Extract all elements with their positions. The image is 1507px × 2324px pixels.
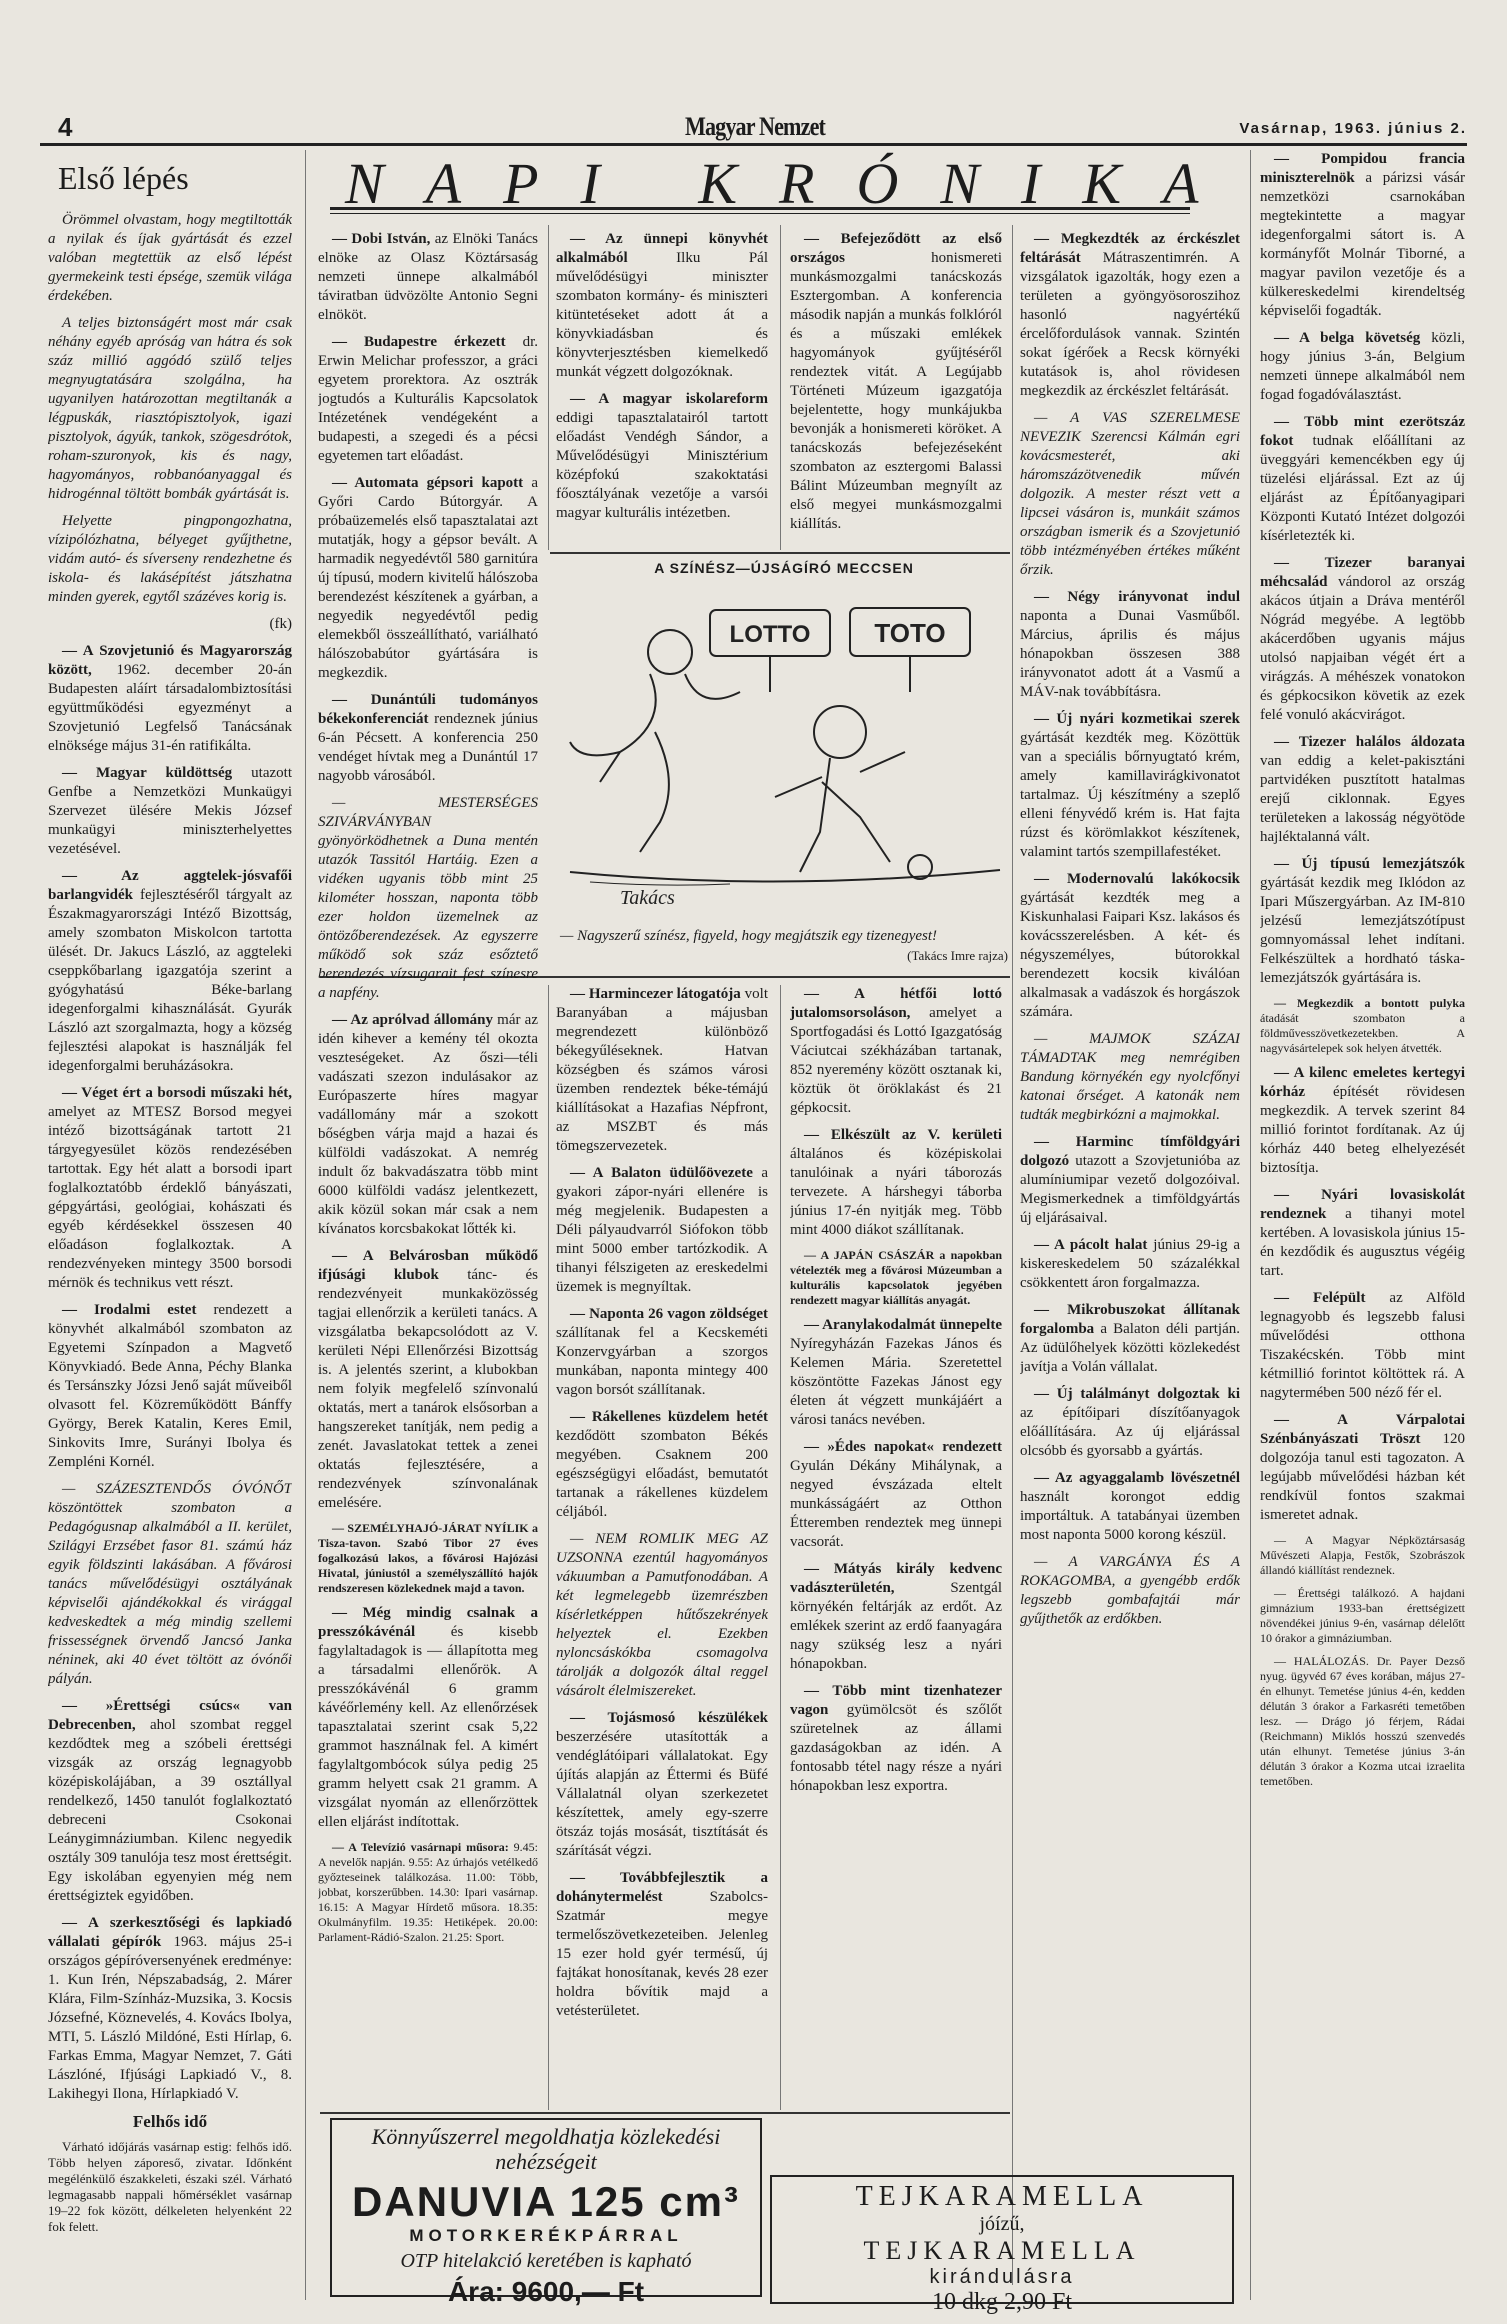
news-lead: — Tizezer baranyai méhcsalád <box>1260 555 1465 590</box>
column-divider <box>1250 150 1251 2300</box>
column-3-bottom <box>556 985 768 2110</box>
news-item <box>318 474 538 683</box>
news-text: a tihanyi motel kertében. A lovasiskola június 15-én kezdődik és augusztus végéig tart. <box>1260 1206 1465 1279</box>
news-text: a Győri Cardo Bútorgyár. A próbaüzemelés első tapasztalatai azt mutatják, hogy a gépsor bevált. A harmadik negyedévtől 580 garnitúra új típusú, modern kivitelű hálószoba berendezést készítenek a gyárban, a negyedik negyedévtől pedig elemekből összeállítható, variálható hálószobabútor gyártására is megkezdik. <box>318 475 538 681</box>
news-text: az építőipari díszítőanyagok előállítására. Az új eljárással olcsóbb és gyorsabb a gyártás. <box>1020 1405 1240 1459</box>
news-item <box>1260 855 1465 988</box>
editorial-paragraph: Helyette pingpongozhatna, vízipólózhatna, bélyeget gyűjthetne, vidám autó- és síverseny rendezhetne és iskola- és lakásépítést játszhatna minden gyerek, egytől százéves korig is. <box>48 513 292 605</box>
news-item <box>1260 1186 1465 1281</box>
news-item <box>1260 413 1465 546</box>
news-lead: — A Belvárosban működő ifjúsági klubok <box>318 1248 538 1283</box>
news-text: 1963. május 25-i országos gépíróversenyének eredménye: 1. Kun Irén, Népszabadság, 2. Márer Klára, Film-Színház-Muzsika, 3. Kocsis Józsefné, Köznevelés, 4. Kovács Ibolya, MTI, 5. László Mildóné, Esti Hírlap, 6. Farkas Emma, Magyar Nemzet, 7. Gáti Lászlóné, Ifjúsági Lapkiadó V., 8. Lakihegyi Ilona, Hírlapkiadó V. <box>48 1934 292 2102</box>
news-lead: — Magyar küldöttség <box>62 765 233 781</box>
ad-line: TEJKARAMELLA <box>855 2181 1149 2212</box>
news-lead: — A Balaton üdülőövezete <box>570 1165 753 1181</box>
cartoon-caption: — Nagyszerű színész, figyeld, hogy megjátszik egy tizenegyest! <box>560 928 938 944</box>
news-lead: — Továbbfejlesztik a dohánytermelést <box>556 1870 768 1905</box>
news-lead: — Véget ért a borsodi műszaki hét, <box>62 1085 292 1101</box>
editorial-title: Első lépés <box>58 160 189 196</box>
news-text: vándorol az ország akácos útjain a Dráva mentéről Nógrád megyébe. A legtöbb akácerdőben ugyanis május utolsó napjaiban végét ért a virágzás. A méhészek vonatokon és gépkocsikon követik az ezek felé vonuló akácvirágot. <box>1260 574 1465 723</box>
news-lead: — Automata gépsori kapott <box>332 475 524 491</box>
news-item: — A Magyar Népköztársaság Művészeti Alapja, Festők, Szobrászok állandó kiállítást rendeznek. <box>1260 1533 1465 1577</box>
goalkeeper-figure <box>570 630 740 852</box>
news-lead: — Tojásmosó készülékek <box>570 1710 768 1726</box>
news-text: használt korongot eddig importáltuk. A tatabányai üzemben most naponta 5000 korong készül. <box>1020 1489 1240 1543</box>
news-text: rendezett a könyvhét alkalmából szombaton az Egyetemi Színpadon a Magvető Könyvkiadó. Bede Anna, Péchy Blanka és Tersánszky Józsi Jenő saját műveiből olvasott fel. Közreműködött Bánffy György, Berek Katalin, Keres Emil, Sinkovits Imre, Surányi Ibolya és Zempléni Kornél. <box>48 1302 292 1470</box>
ad-headline: Könnyűszerrel megoldhatja közlekedési nehézségeit <box>371 2124 721 2174</box>
news-text: ahol szombat reggel kezdődtek meg a szóbeli érettségi vizsgák az ország legnagyobb középiskolájában, a 39 osztállyal rendelkező, 1450 tanulót foglalkoztató debreceni Csokonai Leánygimnáziumban. Kilenc negyedik osztály 309 tanulója tesz most érettségit. Egy iskolában egyenyien még nem érettségiztek egyidőben. <box>48 1717 292 1904</box>
player-figure <box>775 706 905 872</box>
news-item <box>318 230 538 325</box>
ad-line: jóízű, <box>979 2213 1025 2235</box>
news-text: június 29-ig a kiskereskedelem 50 százalékkal csökkentett áron forgalmazza. <box>1020 1237 1240 1291</box>
news-text: a gyakori zápor-nyári ellenére is még megjelenik. Budapesten a Déli pályaudvarról Siófokon több mint 5000 ember tartózkodik. A tihanyi félszigeten az ereskedelmi üzemek is megnyíltak. <box>556 1165 768 1295</box>
news-item <box>318 1604 538 1832</box>
news-item <box>1260 150 1465 321</box>
news-lead: — Mátyás király kedvenc vadászterületén, <box>790 1561 1002 1596</box>
news-lead: — Az ünnepi könyvhét alkalmából <box>556 231 768 266</box>
news-text: Szabolcs-Szatmár megye termelőszövetkezeteiben. Jelenleg 15 ezer hold gyér termésű, új fajtákat honosítanak, kevés 28 ezer holdra bővítik majd a vetésterületet. <box>556 1889 768 2019</box>
column-2 <box>318 230 538 2280</box>
news-lead: — Megkezdik a bontott pulyka <box>1274 996 1465 1010</box>
news-item <box>1020 1469 1240 1545</box>
news-lead: — Az agyaggalamb lövészetnél <box>1034 1470 1240 1486</box>
news-item <box>48 1697 292 1906</box>
news-lead: — Modernovalú lakókocsik <box>1034 871 1240 887</box>
tv-listing <box>318 1840 538 1945</box>
news-text: Mátraszentimrén. A vizsgálatok igazolták, hogy ezen a területen a gyöngyösoroszihoz hasonló nagyértékű ércelőfordulások vannak. Szintén sokat ígérőek a Recsk környéki kutatások is, ahol rövidesen megkezdik az érckészlet feltárását. <box>1020 250 1240 399</box>
news-lead: — Az aggtelek-jósvafői barlangvidék <box>48 868 292 903</box>
news-lead: — Dobi István, <box>332 231 431 247</box>
news-item <box>556 1869 768 2021</box>
news-item <box>790 1126 1002 1240</box>
news-text: eddigi tapasztalatairól tartott előadást Vendégh Sándor, a Művelődésügyi Minisztérium középfokú szakoktatási főosztályának vezetője a varsói magyar kulturális intézetben. <box>556 410 768 521</box>
news-text: szállítanak fel a Kecskeméti Konzervgyárban a szorgos munkában, naponta mintegy 400 vagon borsót szállítanak. <box>556 1325 768 1398</box>
news-lead: — Az aprólvad állomány <box>332 1012 493 1028</box>
news-item <box>318 1011 538 1239</box>
news-lead: — Négy irányvonat indul <box>1034 589 1240 605</box>
news-item <box>1020 1301 1240 1377</box>
news-lead: — Új találmányt dolgoztak ki <box>1034 1386 1240 1402</box>
section-rule <box>550 552 1010 554</box>
tejkaramella-advertisement <box>770 2175 1234 2315</box>
news-text: és kisebb fagylaltadagok is — állapította meg a társadalmi ellenőrök. A presszókávénál 6 gramm kávéőrlemény kell. Az ellenőrzések tapasztalatai szerint csak 5,22 grammot használnak fel. A kimért fagylaltgombócok súlya pedig 25 gramm helyett csak 21 gramm. A vizsgálat nyomán az ellenőrzöttek ellen eljárást indítottak. <box>318 1624 538 1830</box>
news-text: gyártását kezdték meg a Kiskunhalasi Faipari Ksz. lakásos és kovácsszerelésben. A két- és négyszemélyes, bútorokkal berendezett kocsik kiválóan alkalmasak a vadászok és horgászok számára. <box>1020 890 1240 1020</box>
news-lead: — »Érettségi csúcs« van Debrecenben, <box>48 1698 292 1733</box>
news-text: átadását szombaton a földművesszövetkezetekben. A nagyvásártelepek sok helyen átvették. <box>1260 1011 1465 1055</box>
ad-otp-line: OTP hitelakció keretében is kapható <box>400 2250 692 2272</box>
news-lead: — Budapestre érkezett <box>332 334 506 350</box>
news-item <box>790 1560 1002 1674</box>
news-item <box>1260 554 1465 725</box>
cartoon-ground <box>570 870 1000 885</box>
toto-sign-text: TOTO <box>874 618 946 648</box>
news-text: volt Baranyában a májusban megrendezett különböző békegyűléseknek. Hatvan községben és számos városi üzemben rendeztek béke-témájú kiállításokat a Hazafias Népfront, az MSZBT és más tömegszervezetek. <box>556 986 768 1154</box>
news-item <box>1020 588 1240 702</box>
news-item <box>1020 870 1240 1022</box>
news-lead: — Több mint ezerötszáz fokot <box>1260 414 1465 449</box>
news-lead: — Rákellenes küzdelem hetét <box>570 1409 768 1425</box>
tv-title: — A Televízió vasárnapi műsora: <box>332 1840 509 1854</box>
news-item <box>1020 710 1240 862</box>
news-item <box>1260 329 1465 405</box>
news-lead: — Több mint tizenhatezer vagon <box>790 1683 1002 1718</box>
news-item <box>48 867 292 1076</box>
news-lead: — Nyári lovasiskolát rendeznek <box>1260 1187 1465 1222</box>
column-divider <box>305 150 306 2300</box>
news-text: 1962. december 20-án Budapesten aláírt társadalombiztosítási együttműködési egyezményt a Szovjetunió Legfelső Tanácsának elnöksége május 31-én ratifikálta. <box>48 662 292 754</box>
news-item <box>1260 733 1465 847</box>
date-line: Vasárnap, 1963. június 2. <box>1239 120 1467 137</box>
column-4-bottom <box>790 985 1002 2110</box>
news-item <box>1020 1385 1240 1461</box>
news-item <box>318 333 538 466</box>
news-item <box>1260 1289 1465 1403</box>
news-item: — Érettségi találkozó. A hajdani gimnázium 1933-ban érettségizett növendékei június 9-én, vasárnap délelőtt 10 órakor a gimnáziumban. <box>1260 1586 1465 1645</box>
news-lead: — Naponta 26 vagon zöldséget <box>570 1306 768 1322</box>
column-6 <box>1260 150 1465 2300</box>
news-item <box>556 1408 768 1522</box>
news-text: van eddig a kelet-pakisztáni partvidéken pusztított hatalmas erejű ciklonnak. Egyes területeken a lakosság négyötöde hajléktalanná vált. <box>1260 753 1465 845</box>
news-text: gyártását kezdték meg. Közöttük van a speciális bőrnyugtató krém, amely kamillavirágkivonatot tartalmaz. Új készítmény a szeplő elleni fényvédő krém is. Hat fajta rúzst és körömlakkot készítenek, valamint tartós szempillafestéket. <box>1020 730 1240 860</box>
news-item <box>1260 996 1465 1056</box>
news-lead: — A hétfői lottó jutalomsorsoláson, <box>790 986 1002 1021</box>
news-item <box>556 985 768 1156</box>
news-item <box>48 764 292 859</box>
news-item <box>48 642 292 756</box>
column-divider <box>780 225 781 550</box>
news-text: az Alföld legnagyobb és legszebb falusi művelődési otthona Tiszakécskén. Több mint kétmillió forintot költöttek rá. A nagytermében 500 néző fér el. <box>1260 1290 1465 1401</box>
news-text: 120 dolgozója tanul esti tagozaton. A legújabb művelődési házban két rendkívül fontos szakmai ismeretet adnak. <box>1260 1431 1465 1523</box>
title-rule <box>330 207 1190 210</box>
news-text: Nyíregyházán Fazekas János és Kelemen Mária. Szeretettel köszöntötte Fazekas Jánost egy életen át végzett munkájáért a városi tanács nevében. <box>790 1336 1002 1428</box>
ad-price: Ára: 9600,— Ft <box>447 2276 645 2307</box>
news-lead: — Felépült <box>1274 1290 1366 1306</box>
obituary: — HALÁLOZÁS. Dr. Payer Dezső nyug. ügyvéd 67 éves korában, május 27-én elhunyt. Temetése június 4-én, kedden délután 3 órakor a Farkasréti temetőben lesz. — Drágo jó férjem, Rádai (Reichmann) Miklós hosszú szenvedés után elhunyt. Temetése június 3-án délután 3 órakor a Kozma utcai izraelita temetőben. <box>1260 1654 1465 1788</box>
news-text: a Balaton déli partján. Az üdülőhelyek közötti közlekedést javítja a Volán vállalat. <box>1020 1321 1240 1375</box>
news-item <box>1020 230 1240 401</box>
news-item <box>48 1084 292 1293</box>
lotto-sign-text: LOTTO <box>729 621 811 648</box>
news-item <box>318 691 538 786</box>
news-item <box>556 1164 768 1297</box>
cartoon <box>560 560 1008 980</box>
news-item <box>1260 1411 1465 1525</box>
news-lead: — Harmincezer látogatója <box>570 986 741 1002</box>
football <box>908 855 932 879</box>
news-lead: — A kilenc emeletes kertegyi kórház <box>1260 1065 1465 1100</box>
news-lead: — Elkészült az V. kerületi <box>804 1127 1002 1143</box>
news-item: — SZEMÉLYHAJÓ-JÁRAT NYÍLIK a Tisza-tavon. Szabó Tibor 27 éves fogalkozású lakos, a fővárosi Hajózási Hivatal, júniustól a személyszállító hajók rendszeresen közlekednek majd a tavon. <box>318 1521 538 1595</box>
top-rule <box>40 143 1467 146</box>
news-lead: — Irodalmi estet <box>62 1302 197 1318</box>
column-divider <box>1012 225 1013 2285</box>
news-text: utazott a Szovjetunióba az alumíniumipar vezető dolgozóival. Megismerkednek a timföldgyártás új eljárásaival. <box>1020 1153 1240 1226</box>
news-item: — A VARGÁNYA ÉS A ROKAGOMBA, a gyengébb erdők legszebb gombafajtái már gyűjthetők az erdőkben. <box>1020 1554 1240 1627</box>
column-divider <box>548 225 549 550</box>
news-text: naponta a Dunai Vasműből. Március, április és május hónapokban összesen 388 irányvonatot adott át a Vasmű a MÁV-nak továbbításra. <box>1020 608 1240 700</box>
news-lead: — A szerkesztőségi és lapkiadó vállalati gépírók <box>48 1915 292 1950</box>
news-item <box>1260 1064 1465 1178</box>
cartoon-title: A SZÍNÉSZ—ÚJSÁGÍRÓ MECCSEN <box>654 560 914 576</box>
ad-line: kirándulásra <box>929 2266 1075 2288</box>
cartoon-credit: (Takács Imre rajza) <box>907 948 1008 963</box>
section-title: NAPI KRÓNIKA <box>345 151 1241 216</box>
news-text: utazott Genfbe a Nemzetközi Munkaügyi Szervezet ülésére Mekis József munkaügyi miniszterhelyettes vezetésével. <box>48 765 292 857</box>
news-item: — SZÁZESZTENDŐS ÓVÓNŐT köszöntöttek szombaton a Pedagógusnap alkalmából a II. kerület, Szilágyi Erzsébet fasor 81. számú ház egyik földszinti lakásában. A fővárosi tanács művelődésügyi osztályának képviselői ajándékokkal és virággal kedveskedtek a még mindig szellemi frissességnek örvendő Jancsó Janka néninek, aki 40 évet töltött az óvónői pályán. <box>48 1481 292 1687</box>
news-item <box>790 1682 1002 1796</box>
column-divider <box>780 985 781 2110</box>
weather-title: Felhős idő <box>132 2112 208 2131</box>
news-text: kezdődött szombaton Békés megyében. Csaknem 200 egészségügyi előadást, bemutatót tartanak a rákellenes küzdelem céljából. <box>556 1428 768 1520</box>
news-text: dr. Erwin Melichar professzor, a gráci egyetem prorektora. Az osztrák jogtudós a Kulturális Kapcsolatok Intézetének vendégeként a budapesti, a szegedi és a pécsi egyetemen tart előadást. <box>318 334 538 464</box>
cartoon-artist-signature: Takács <box>620 887 675 909</box>
news-item <box>790 1438 1002 1552</box>
news-item <box>790 230 1002 534</box>
news-lead: — A pácolt halat <box>1034 1237 1148 1253</box>
news-text: honismereti munkásmozgalmi tanácskozás Esztergomban. A konferencia második napján a munkás folklóról és a műszaki emlékek hagyományok gyűjtéséről rendeztek vitát. A Legújabb Történeti Múzeum igazgatója bejelentette, hogy munkájukba bevonják a honismereti köröket. A tanácskozás befejezéseként szombaton az esztergomi Balassi Bálint Múzeumban megnyílt az első megyei munkásmozgalmi kiállítás. <box>790 250 1002 532</box>
news-text: amelyet a Sportfogadási és Lottó Igazgatóság Váciutcai székházában tartanak, 852 nyeremény között osztanak ki, köztük öt öröklakást és 21 gépkocsit. <box>790 1005 1002 1116</box>
news-item <box>1020 1236 1240 1293</box>
news-item <box>790 1316 1002 1430</box>
news-text: gyártását kezdik meg Iklódon az Ipari Műszergyárban. Az IM-810 jelzésű lemezjátszótípust gomnyomással lehet indítani. Felkészültek a hordható táska-lemezjátszók gyártására is. <box>1260 875 1465 986</box>
ad-line: TEJKARAMELLA <box>863 2236 1141 2265</box>
editorial-paragraph: A teljes biztonságért most már csak néhány egyéb apróság van hátra és sok száz millió aggódó szülő teljes megnyugtatására szolgálna, ha ugyanilyen határozottan megtiltanák a légpuskák, riasztópisztolyok, igazi pisztolyok, ágyúk, tankok, szögesdrótok, roham-szuronyok, kis és nagy, hagyományos, robbanóanyaggal és hidrogénnal töltött bombák gyártását is. <box>48 315 292 502</box>
news-item <box>1020 1133 1240 1228</box>
news-item <box>48 1301 292 1472</box>
news-item: — NEM ROMLIK MEG AZ UZSONNA ezentúl hagyományos vákuumban a Pamutfonodában. A két legmelegebb üzemrészben kísérletképpen hűtőszekrények helyeztek el. Ezekben nyloncsáskókba csomagolva tárolják a dolgozók által reggel vásárolt élelmiszereket. <box>556 1531 768 1699</box>
news-item <box>48 1914 292 2104</box>
cartoon-drawing <box>560 582 1008 922</box>
news-text: építését rövidesen megkezdik. A tervek szerint 84 millió forintot fordítanak. Az új kórház 440 beteg elhelyezését biztosítja. <box>1260 1084 1465 1176</box>
news-item <box>790 985 1002 1118</box>
editorial-paragraph: Örömmel olvastam, hogy megtiltották a nyilak és íjak gyártását és ezzel valóban megtettük az első lépést gyermekeink testi épsége, szemük világa érdekében. <box>48 212 292 304</box>
news-text: rendeznek június 6-án Pécsett. A konferencia 250 vendéget hívtak meg a Dunántúl 17 nagyobb városából. <box>318 711 538 784</box>
news-text: beszerzésére utasították a vendéglátóipari vállalatokat. Egy újítás alapján az Éttermi és Büfé Vállalatnál olyan szerkezetet készítettek, amely egy-szerre ötszáz tojás mosását, tisztítását és szárítását végzi. <box>556 1729 768 1859</box>
news-lead: — A Szovjetunió és Magyarország között, <box>48 643 292 678</box>
news-lead: — Pompidou francia miniszterelnök <box>1260 151 1465 186</box>
column-1 <box>48 160 292 2300</box>
news-lead: — Aranylakodalmát ünnepelte <box>804 1317 1002 1333</box>
editorial-signature: (fk) <box>269 616 292 632</box>
news-lead: — Harminc tímföldgyári dolgozó <box>1020 1134 1240 1169</box>
ad-subtitle: MOTORKERÉKPÁRRAL <box>409 2226 683 2245</box>
news-text: Ilku Pál művelődésügyi miniszter szombaton kormány- és miniszteri kitüntetéseket adott át a könyvkiadásban és könyvterjesztésben kiemelkedő munkát végzett dolgozóknak. <box>556 250 768 380</box>
news-text: közli, hogy június 3-án, Belgium nemzeti ünnepe alkalmából nem fogad fogadóválasztást. <box>1260 330 1465 403</box>
news-text: gyümölcsöt és szőlőt szüretelnek az állami gazdaságokban az idén. A fontosabb tétel nagy része a nyári hónapokban lesz exportra. <box>790 1702 1002 1794</box>
news-lead: — Befejeződött az első országos <box>790 231 1002 266</box>
news-lead: — Tizezer halálos áldozata <box>1274 734 1465 750</box>
news-text: amelyet az MTESZ Borsod megyei intéző bizottságának tartott 21 tárgyegyesület közös rendezésében tartottak. Egy hét alatt a borsodi ipart foglalkoztatóbb érdeklő bányászati, gépgyártási, geológiai, kohászati és egyéb kérdésekkel összesen 40 előadáson foglalkoztak. A rendezvényeken mintegy 3500 borsodi mérnök és technikus vett részt. <box>48 1104 292 1291</box>
news-lead: — Mikrobuszokat állítanak forgalomba <box>1020 1302 1240 1337</box>
news-text: tudnak előállítani az üveggyári kemencékben egy új tüzelési eljárással. Ezt az új eljárást az Építőanyagipari Központi Kutató Intézet dolgozói kísérletezték ki. <box>1260 433 1465 544</box>
column-divider <box>548 985 549 2110</box>
news-item: — MESTERSÉGES SZIVÁRVÁNYBAN gyönyörködhetnek a Duna mentén utazók Tassitól Hartáig. Ezen a vidéken ugyanis több mint 25 kilométer hosszan, naponta több ezer holdon üzemelnek az öntözőberendezések. Az egyszerre működő sok száz esőztető berendezés vízsugarait fest színesre a napfény. <box>318 795 538 1001</box>
ad-brand: DANUVIA 125 cm³ <box>352 2178 740 2225</box>
title-rule <box>330 213 1190 214</box>
news-text: Szentgál környékén feltárják az erdőt. Az emlékek szerint az erdő faanyagára nagy szükség lesz a nyári hónapokban. <box>790 1580 1002 1672</box>
news-text: már az idén kihever a kemény tél okozta veszteségeket. Az őszi—téli vadászati szezon indulásakor az Európaszerte híres magyar vadállomány már a szokott bőségben várja majd a hazai és külföldi vadászokat. A nemrég indult őz bakvadászatra több mint 6000 külföldi vadász jelentkezett, akik közül sokan már csak a nem kívánatos korcsbakokat lőtték ki. <box>318 1012 538 1237</box>
page-number: 4 <box>58 112 73 142</box>
news-lead: — Dunántúli tudományos békekonferenciát <box>318 692 538 727</box>
danuvia-advertisement <box>330 2118 762 2307</box>
news-lead: — A Várpalotai Szénbányászati Tröszt <box>1260 1412 1465 1447</box>
news-lead: — A belga követség <box>1274 330 1421 346</box>
news-text: fejlesztéséről tárgyalt az Északmagyarországi Intéző Bizottság, amely szombaton Miskolcon tartotta ülését. Dr. Jakucs László, az aggteleki cseppkőbarlang igazgatója szerint a gyógyhatású Béke-barlang idegenforgalmi kihasználását. Gyurák László azt szorgalmazta, hogy a község fejlesztési alapokat is használják fel idegenforgalmi beruházásokra. <box>48 887 292 1074</box>
news-item: — A VAS SZERELMESE NEVEZIK Szerencsi Kálmán egri kovácsmesterét, aki háromszázötvenedik művén dolgozik. A mester részt vett a lipcsei vásáron is, munkáit számos országban ismerik és a Szovjetunió több intézményében értékes műként őrzik. <box>1020 410 1240 578</box>
ad-price: 10 dkg 2,90 Ft <box>931 2289 1072 2315</box>
news-text: az Elnöki Tanács elnöke az Olasz Köztársaság nemzeti ünnepe alkalmából táviratban üdvözölte Antonio Segni elnököt. <box>318 231 538 323</box>
news-text: Gyulán Dékány Mihálynak, a negyed évszázada eltelt munkásságáért az Otthon Étteremben rendeztek meg ünnepi vacsorát. <box>790 1458 1002 1550</box>
masthead: Magyar Nemzet <box>684 112 826 141</box>
news-lead: — Új nyári kozmetikai szerek <box>1034 711 1240 727</box>
news-text: a párizsi vásár nemzetközi csarnokában megtekintette a magyar idegenforgalmi sátort is. A kormányfőt Molnár Tiborné, a magyar pavilon vezetője és a külkereskedelmi kirendeltség képviselői fogadták. <box>1260 170 1465 319</box>
news-lead: — Megkezdték az érckészlet feltárását <box>1020 231 1240 266</box>
news-text: általános és középiskolai tanulóinak a nyári táborozás tervezete. A hárshegyi táborba június 17-én nyitják meg. Több mint 4000 diákot szállítanak. <box>790 1146 1002 1238</box>
column-4-top <box>790 230 1002 550</box>
news-lead: — A magyar iskolareform <box>570 391 768 407</box>
column-3-top <box>556 230 768 550</box>
news-item <box>556 390 768 523</box>
column-5 <box>1020 230 1240 2160</box>
news-lead: — »Édes napokat« rendezett <box>804 1439 1002 1455</box>
news-item: — MAJMOK SZÁZAI TÁMADTAK meg nemrégiben Bandung környékén egy nyolcfőnyi katonai őrséget. A katonák nem tudták megbirkózni a majmokkal. <box>1020 1031 1240 1123</box>
news-item <box>318 1247 538 1513</box>
news-item: — A JAPÁN CSÁSZÁR a napokban vételezték meg a fővárosi Múzeumban a kulturális kapcsolatok jegyében rendezett magyar kiállítás anyagát. <box>790 1248 1002 1307</box>
news-item <box>556 1709 768 1861</box>
news-item <box>556 230 768 382</box>
news-lead: — Új típusú lemezjátszók <box>1274 856 1465 872</box>
news-lead: — Még mindig csalnak a presszókávénál <box>318 1605 538 1640</box>
tv-text: 9.45: A nevelők napján. 9.55: Az úrhajós vetélkedő győzteseinek találkozása. 11.00: Több, jobbat, korszerűbben. 14.30: Ipari vasárnap. 16.15: A Magyar Hírdető műsora. 18.35: Okulmányfilm. 19.35: Hetiképek. 20.00: Parlament-Rádió-Szalon. 21.25: Sport. <box>318 1840 538 1944</box>
weather-text: Várható időjárás vasárnap estig: felhős idő. Több helyen záporeső, zivatar. Időnként megélénkülő északkeleti, északi szél. Várható legmagasabb nappali hőmérséklet vasárnap 19–22 fok között, délkeleten helyenként 22 fok felett. <box>48 2139 292 2234</box>
news-item <box>556 1305 768 1400</box>
news-text: tánc- és rendezvényeit munkaközösség tagjai ellenőrzik a kerületi tanács. A vizsgálatba bekapcsolódott az V. kerületi Népi Ellenőrzési Bizottság is. A jelentés szerint, a klubokban nem folyik megfelelő színvonalú oktatás, mert a tanárok elsősorban a hangszereket tanítják, nem pedig a zenét. Javaslatokat tettek a zenei oktatás fejlesztésére, a rendezvények színvonalának emelésére. <box>318 1267 538 1511</box>
